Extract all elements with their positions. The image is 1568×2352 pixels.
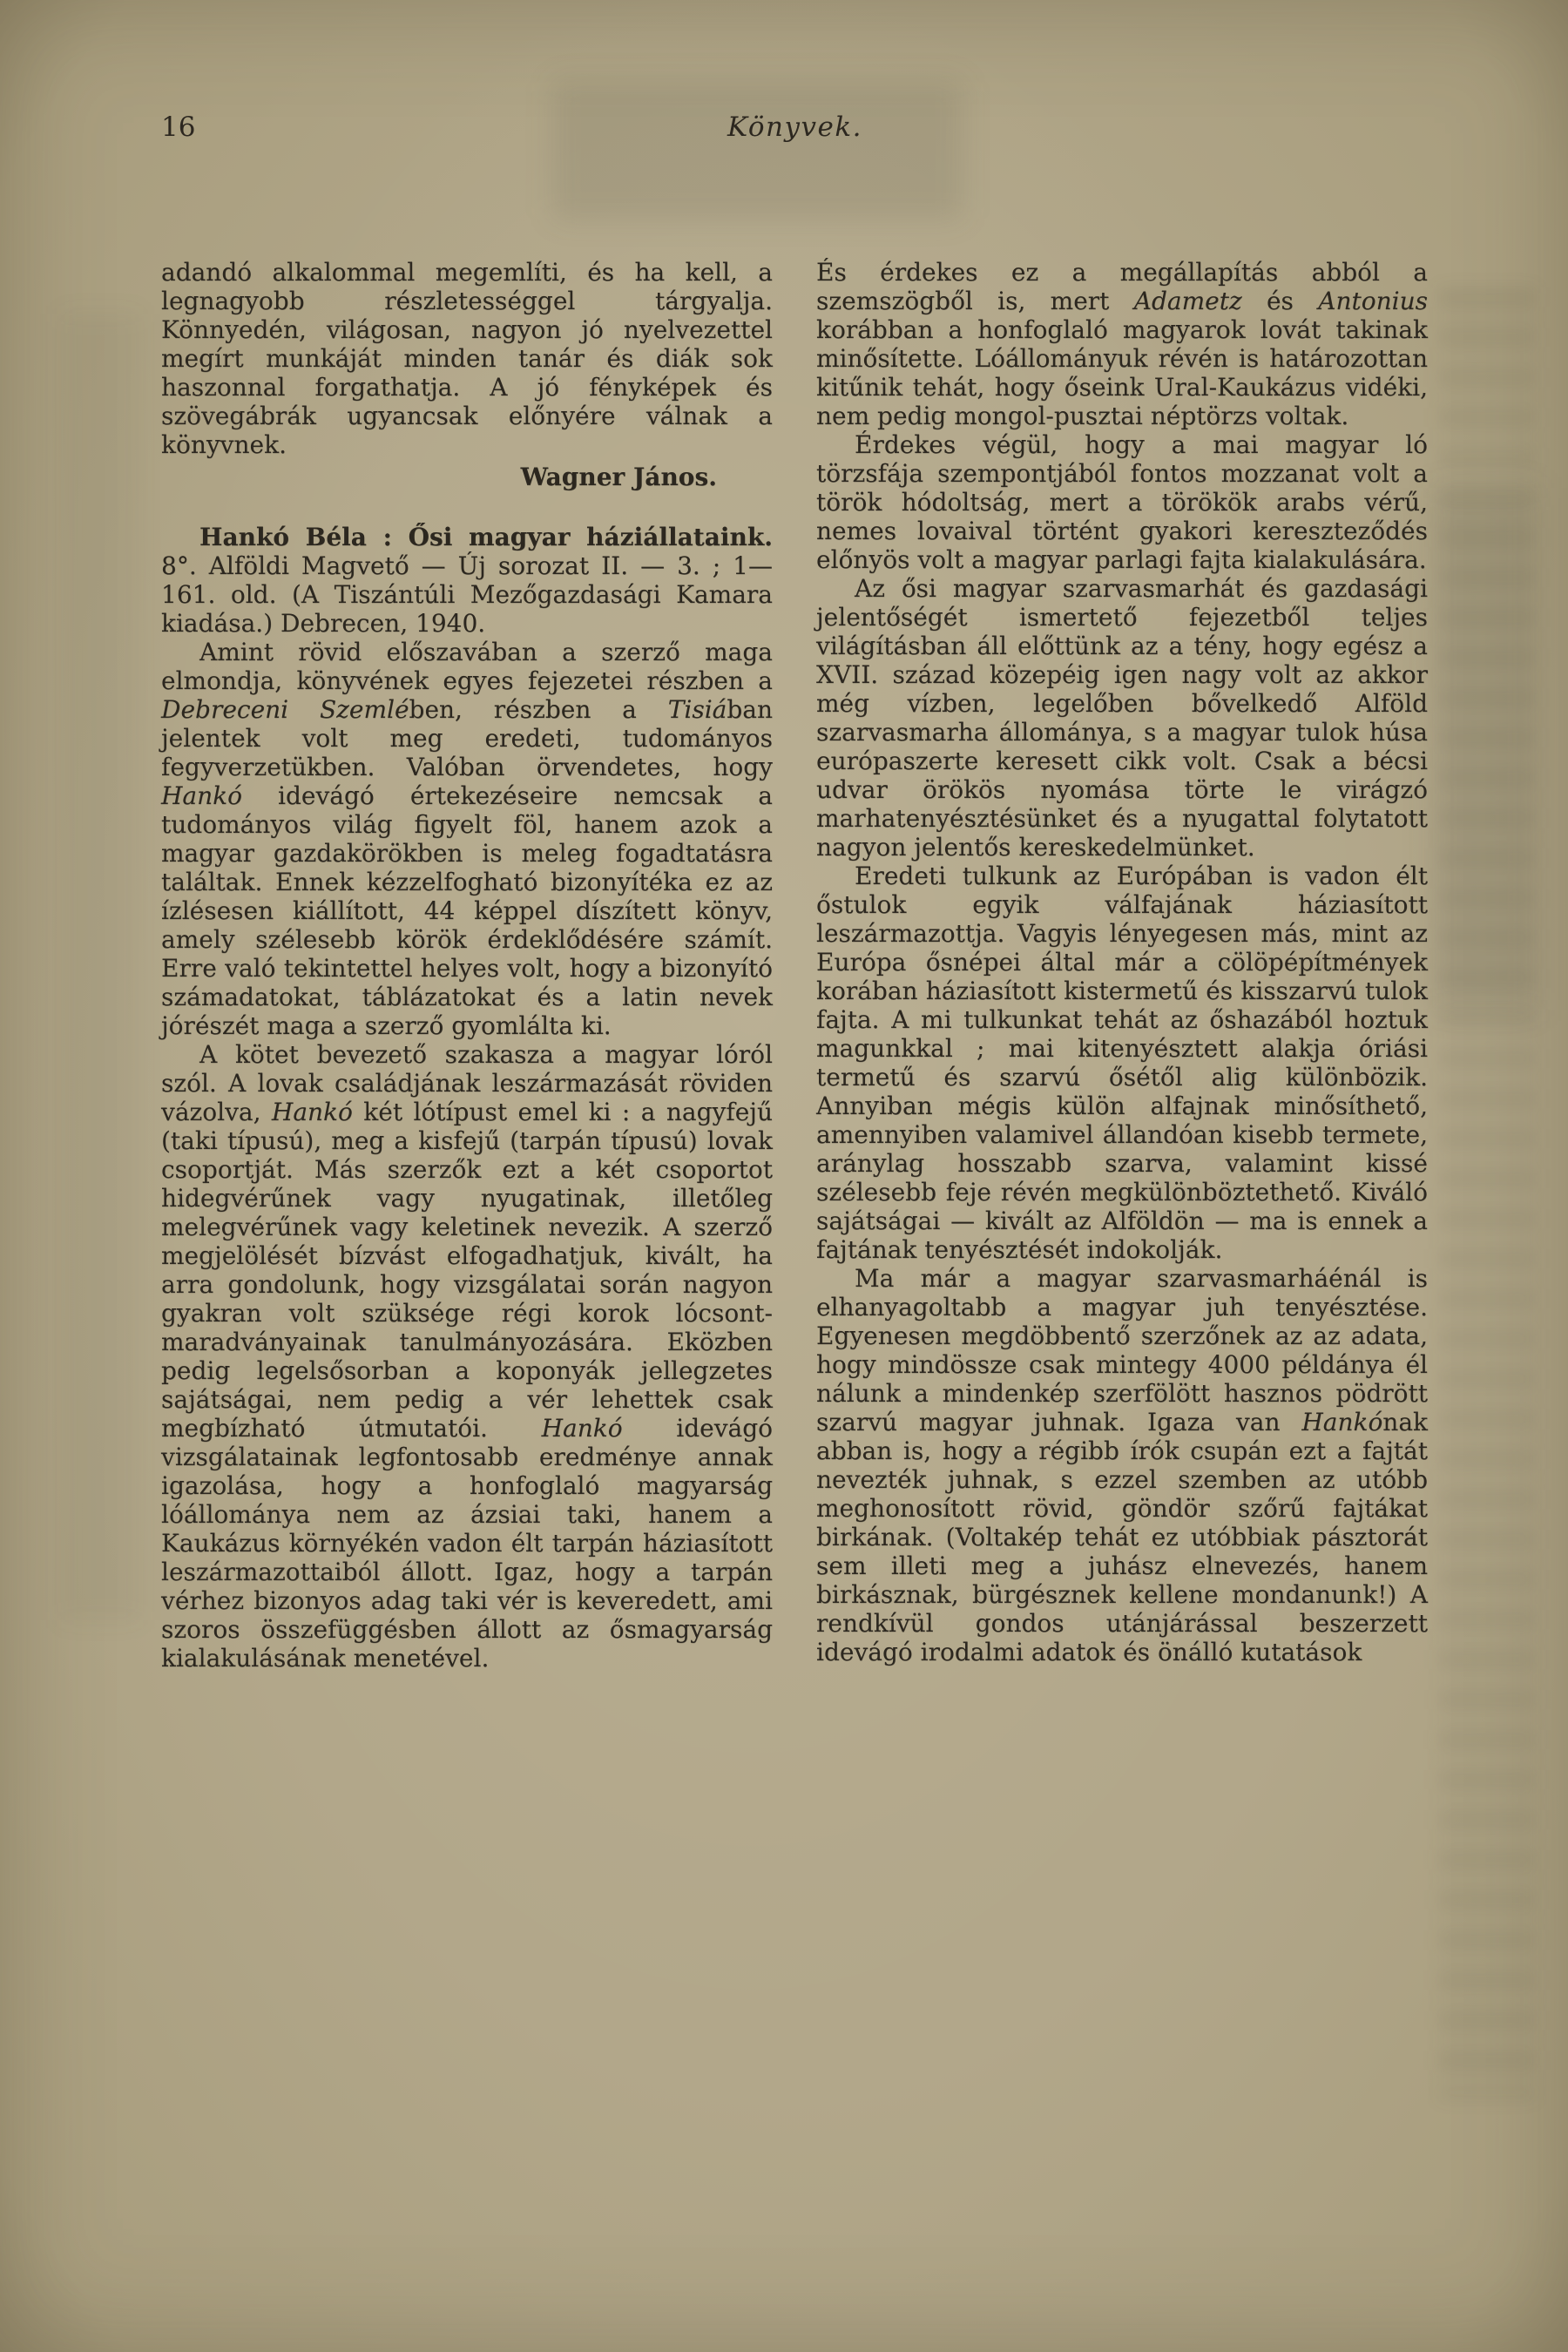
italic-text-run: Hankó	[161, 781, 242, 810]
text-run: idevágó vizsgálatainak legfontosabb eredménye annak igazolása, hogy a honfoglaló magyarság lóállománya nem az ázsiai taki, hanem a Kaukázus környékén vadon élt tarpán háziasított leszármazottaiból állott. Igaz, hogy a tarpán vérhez bizonyos adag taki vér is keveredett, ami szoros összefüggésben állott az ősmagyarság kialakulásának menetével.	[161, 1414, 773, 1673]
showthrough-smudge-left-margin	[61, 314, 139, 1620]
italic-text-run: Hankó	[271, 1098, 353, 1126]
paragraph	[816, 430, 1428, 574]
bold-text-run: Wagner János.	[520, 463, 717, 491]
text-run: Érdekes végül, hogy a mai magyar ló törzsfája szempontjából fontos mozzanat volt a török hódoltság, mert a törökök arabs vérű, nemes lovaival történt gyakori kereszteződés előnyös volt a magyar parlagi fajta kialakulására.	[816, 430, 1428, 574]
page-header	[161, 112, 1429, 150]
paragraph	[161, 258, 773, 459]
bold-text-run: Hankó Béla : Ősi magyar háziállataink.	[199, 523, 773, 551]
showthrough-smudge-top	[553, 80, 963, 220]
text-run: két lótípust emel ki : a nagyfejű (taki típusú), meg a kisfejű (tarpán típusú) lovak csoportját. Más szerzők ezt a két csoportot hidegvérűnek vagy nyugatinak, illetőleg melegvérűnek vagy keletinek nevezik. A szerző megjelölését bízvást elfogadhatjuk, kivált, ha arra gondolunk, hogy vizsgálatai során nagyon gyakran volt szüksége régi korok lócsont-maradványainak tanulmányozására. Eközben pedig legelsősorban a koponyák jellegzetes sajátságai, nem pedig a vér lehettek csak megbízható útmutatói.	[161, 1098, 773, 1443]
text-run: Ma már a magyar szarvasmarháénál is elhanyagoltabb a magyar juh tenyésztése. Egyenesen megdöbbentő szerzőnek az az adata, hogy mindössze csak mintegy 4000 példánya él nálunk a mindenkép szerfölött hasznos pödrött szarvú magyar juhnak. Igaza van	[816, 1264, 1428, 1436]
showthrough-smudge-right-margin	[1439, 287, 1535, 2099]
italic-text-run: Debreceni Szemlé	[161, 695, 409, 724]
italic-text-run: Hankó	[541, 1414, 623, 1443]
review-citation	[161, 523, 773, 638]
running-head: Könyvek.	[727, 112, 862, 143]
reviewer-signature	[161, 463, 773, 491]
italic-text-run: Hankó	[1301, 1408, 1383, 1436]
paragraph	[816, 258, 1428, 430]
paragraph	[816, 574, 1428, 862]
paragraph	[161, 1040, 773, 1673]
paragraph	[816, 862, 1428, 1264]
text-run: Az ősi magyar szarvasmarhát és gazdasági jelentőségét ismertető fejezetből teljes világításban áll előttünk az a tény, hogy egész a XVII. század közepéig igen nagy volt az akkor még vízben, legelőben bővelkedő Alföld szarvasmarha állománya, s a magyar tulok húsa európaszerte keresett cikk volt. Csak a bécsi udvar örökös nyomása törte le virágzó marhatenyésztésünket és a nyugattal folytatott nagyon jelentős kereskedelmünket.	[816, 574, 1428, 862]
text-run: adandó alkalommal megemlíti, és ha kell, a legnagyobb részletességgel tárgyalja. Könnyedén, világosan, nagyon jó nyelvezettel megírt munkáját minden tanár és diák sok haszonnal forgathatja. A jó fényképek és szövegábrák ugyancsak előnyére válnak a könyvnek.	[161, 258, 773, 459]
right-column	[816, 258, 1428, 1673]
text-run: és	[1241, 287, 1319, 315]
text-columns	[161, 258, 1429, 1673]
text-run: ban jelentek volt meg eredeti, tudományos fegyverzetükben. Valóban örvendetes, hogy	[161, 695, 773, 781]
italic-text-run: Tisiá	[667, 695, 727, 724]
page-number: 16	[161, 112, 196, 143]
text-run: ben, részben a	[409, 695, 668, 724]
text-run: nak abban is, hogy a régibb írók csupán ezt a fajtát nevezték juhnak, s ezzel szemben az utóbb meghonosított rövid, göndör szőrű fajtákat birkának. (Voltakép tehát ez utóbbiak pásztorát sem illeti meg a juhász elnevezés, hanem birkásznak, bürgésznek kellene mondanunk!) A rendkívül gondos utánjárással beszerzett idevágó irodalmi adatok és önálló kutatások	[816, 1408, 1428, 1666]
text-run: Amint rövid előszavában a szerző maga elmondja, könyvének egyes fejezetei részben a	[161, 638, 773, 695]
text-run: A kötet bevezető szakasza a magyar lóról szól. A lovak családjának leszármazását röviden vázolva,	[161, 1040, 773, 1126]
text-run: korábban a honfoglaló magyarok lovát takinak minősítette. Lóállományuk révén is határozottan kitűnik tehát, hogy őseink Ural-Kaukázus vidéki, nem pedig mongol-pusztai néptörzs voltak.	[816, 315, 1428, 430]
text-run: 8°. Alföldi Magvető — Új sorozat II. — 3. ; 1—161. old. (A Tiszántúli Mezőgazdasági Kamara kiadása.) Debrecen, 1940.	[161, 551, 773, 638]
italic-text-run: Antonius	[1318, 287, 1428, 315]
paragraph	[816, 1264, 1428, 1666]
left-column	[161, 258, 773, 1673]
text-run: Eredeti tulkunk az Európában is vadon élt őstulok egyik válfajának háziasított leszármazottja. Vagyis lényegesen más, mint az Európa ősnépei által már a cölöpépítmények korában háziasított kistermetű és kisszarvú tulok fajta. A mi tulkunkat tehát az őshazából hoztuk magunkkal ; mai kitenyésztett alakja óriási termetű és szarvú ősétől alig különbözik. Annyiban mégis külön alfajnak minősíthető, amennyiben valamivel állandóan kisebb termete, aránylag hosszabb szarva, valamint kissé szélesebb feje révén megkülönböztethető. Kiváló sajátságai — kivált az Alföldön — ma is ennek a fajtának tenyésztését indokolják.	[816, 862, 1428, 1264]
text-run: idevágó értekezéseire nemcsak a tudományos világ figyelt föl, hanem azok a magyar gazdakörökben is meleg fogadtatásra találtak. Ennek kézzelfogható bizonyítéka ez az ízlésesen kiállított, 44 képpel díszített könyv, amely szélesebb körök érdeklődésére számít. Erre való tekintettel helyes volt, hogy a bizonyító számadatokat, táblázatokat és a latin nevek jórészét maga a szerző gyomlálta ki.	[161, 781, 773, 1040]
text-run: És érdekes ez a megállapítás abból a szemszögből is, mert	[816, 258, 1428, 315]
italic-text-run: Adametz	[1133, 287, 1242, 315]
showthrough-smudge-right-blocks	[1433, 488, 1538, 1010]
paragraph	[161, 638, 773, 1040]
